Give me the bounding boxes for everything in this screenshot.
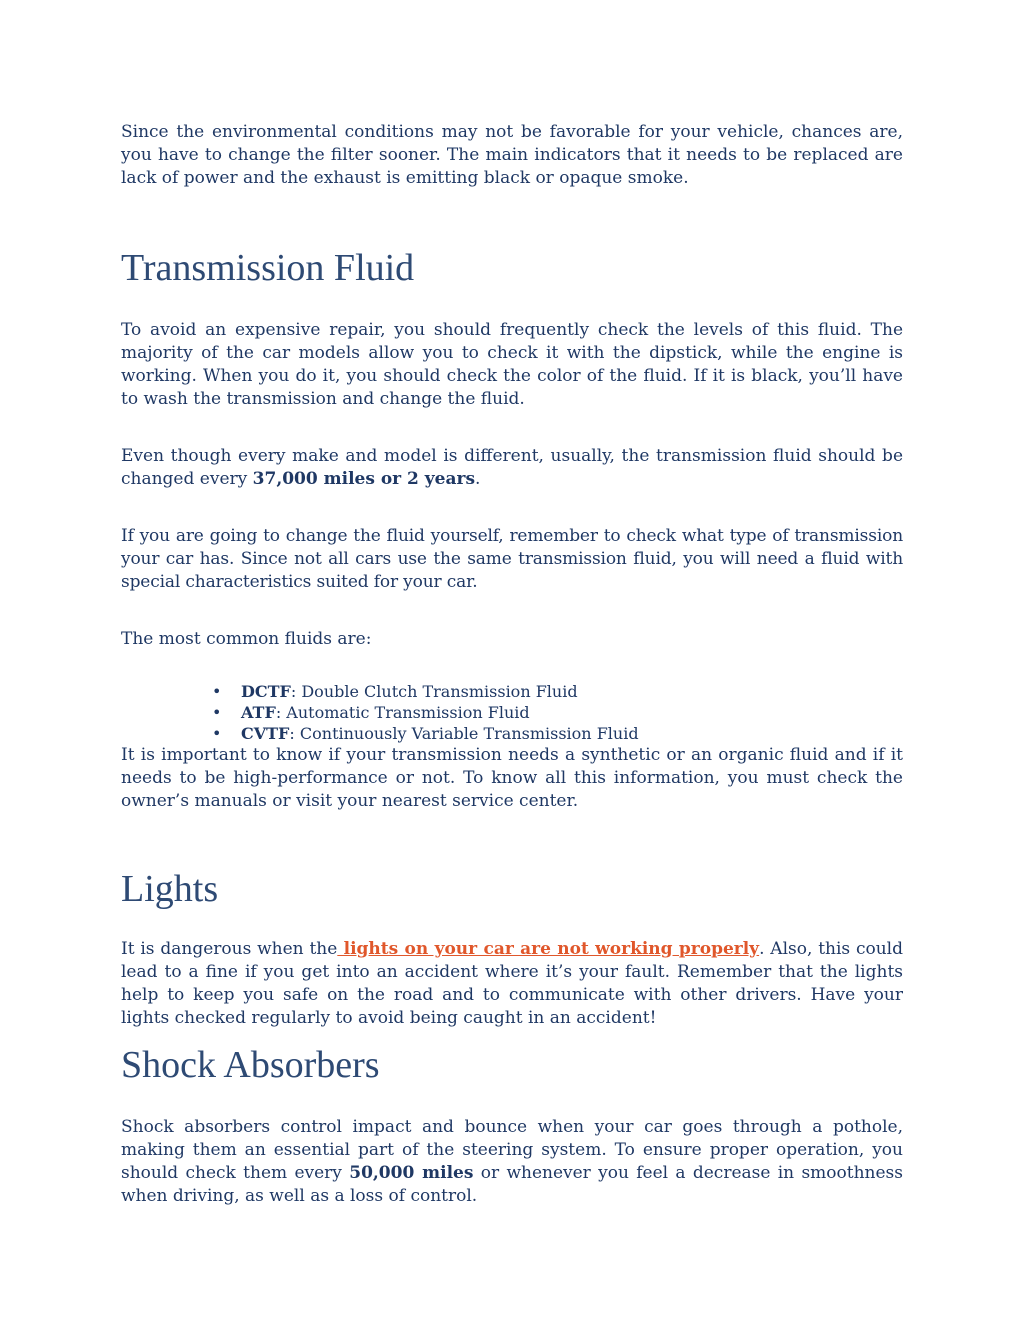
fluid-desc: : Continuously Variable Transmission Fluid [289,724,639,743]
transmission-paragraph-5: It is important to know if your transmission needs a synthetic or an organic fluid and if it needs to be high-performance or not. To know all this information, you must check the owner’s manuals or visit your nearest service center. [121,745,903,811]
fluid-desc: : Double Clutch Transmission Fluid [290,682,578,701]
shock-absorbers-heading: Shock Absorbers [121,1044,380,1086]
list-item [121,681,903,702]
lights-text-start: It is dangerous when the [121,939,338,959]
intro-paragraph: Since the environmental conditions may not be favorable for your vehicle, chances are, you have to change the filter sooner. The main indicators that it needs to be replaced are lack of power and the exhaust is emitting black or opaque smoke. [121,122,903,188]
bullet-icon: • [212,724,222,743]
shock-absorbers-paragraph [121,1116,903,1208]
transmission-interval-text: Even though every make and model is different, usually, the transmission fluid should be changed every [121,446,903,489]
list-item [121,723,903,744]
transmission-paragraph-3: If you are going to change the fluid yourself, remember to check what type of transmission your car has. Since not all cars use the same transmission fluid, you will need a fluid with special characteristics suited for your car. [121,526,903,592]
lights-paragraph [121,938,903,1030]
fluid-types-list [121,681,903,744]
lights-heading: Lights [121,868,219,910]
transmission-paragraph-1: To avoid an expensive repair, you should frequently check the levels of this fluid. The majority of the car models allow you to check it with the dipstick, while the engine is working. When you do it, you should check the color of the fluid. If it is black, you’ll have to wash the transmission and change the fluid. [121,320,903,409]
fluid-desc: : Automatic Transmission Fluid [275,703,530,722]
fluid-abbr: DCTF [241,682,291,701]
fluid-abbr: CVTF [241,724,290,743]
bullet-icon: • [212,703,222,722]
bullet-icon: • [212,682,222,701]
shock-text-start: Shock absorbers control impact and bounce when your car goes through a pothole, making them an essential part of the steering system. To ensure proper operation, you should check them every [121,1117,903,1183]
shock-interval-value: 50,000 miles [349,1163,474,1183]
list-item [121,702,903,723]
transmission-paragraph-2 [121,445,903,491]
shock-text-end: or whenever you feel a decrease in smoothness when driving, as well as a loss of control. [121,1163,904,1206]
lights-text-end: . Also, this could lead to a fine if you get into an accident where it’s your fault. Remember that the lights help to keep you safe on the road and to communicate with other drivers. Have your lights checked regularly to avoid being caught in an accident! [121,939,903,1028]
lights-article-link[interactable]: lights on your car are not working properly [337,939,760,959]
transmission-heading: Transmission Fluid [121,247,415,289]
transmission-interval-period: . [475,469,481,489]
document-page [121,121,903,1208]
fluid-abbr: ATF [241,703,276,722]
transmission-interval-value: 37,000 miles or 2 years [252,469,476,489]
transmission-paragraph-4: The most common fluids are: [121,629,372,649]
